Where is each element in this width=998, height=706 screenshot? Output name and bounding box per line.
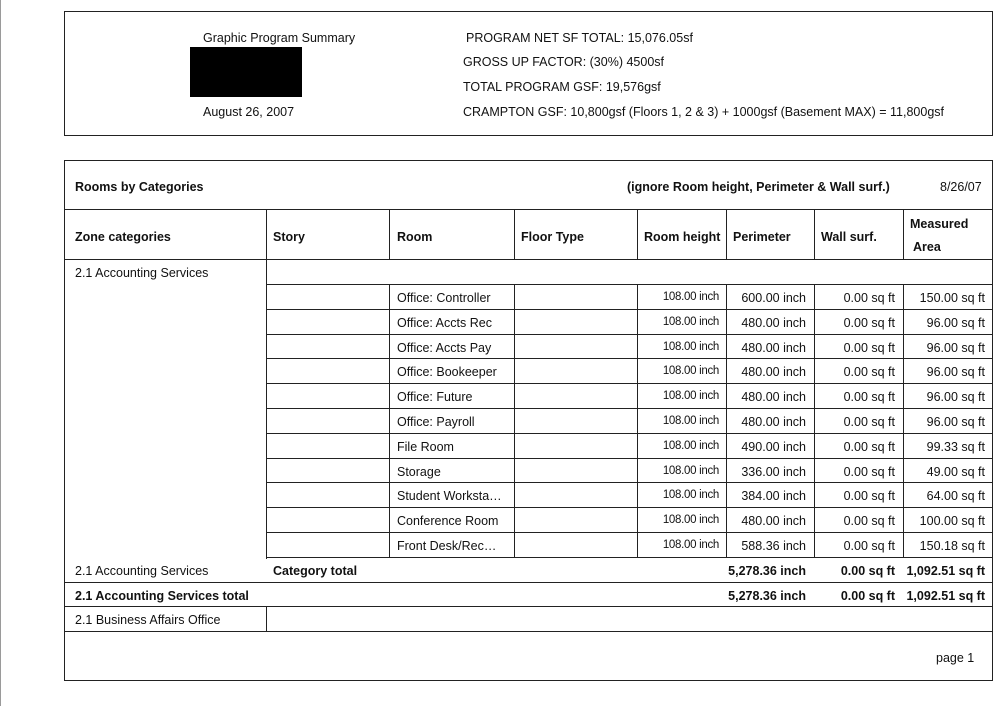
row-rule xyxy=(266,532,992,533)
room-name: Conference Room xyxy=(397,514,499,529)
area-value: 96.00 sq ft xyxy=(926,340,985,355)
row-col-divider xyxy=(637,408,638,433)
rooms-report xyxy=(64,160,993,681)
summary-title: Graphic Program Summary xyxy=(203,31,356,45)
area-value: 150.18 sq ft xyxy=(919,539,985,553)
row-col-divider xyxy=(903,358,904,383)
row-col-divider xyxy=(389,358,390,383)
col-area: Area xyxy=(913,240,941,254)
row-col-divider xyxy=(726,482,727,507)
room-height-value: 108.00 inch xyxy=(662,340,719,353)
col-zone-categories: Zone categories xyxy=(75,230,171,244)
col-room-height: Room height xyxy=(644,230,721,244)
page-number: page 1 xyxy=(936,651,975,665)
next-zone-label: 2.1 Business Affairs Office xyxy=(75,613,221,628)
wall-surf-value: 0.00 sq ft xyxy=(843,340,895,355)
row-col-divider xyxy=(726,383,727,408)
header-col-divider xyxy=(814,209,815,259)
row-col-divider xyxy=(903,408,904,433)
room-height-value: 108.00 inch xyxy=(662,415,719,427)
report-note: (ignore Room height, Perimeter & Wall surf.) xyxy=(627,180,890,194)
row-col-divider xyxy=(903,458,904,483)
report-date: 8/26/07 xyxy=(940,180,982,194)
row-col-divider xyxy=(814,433,815,458)
row-col-divider xyxy=(903,334,904,359)
perimeter-value: 480.00 inch xyxy=(741,315,806,330)
row-rule xyxy=(266,383,992,384)
category-total-perimeter: 5,278.36 inch xyxy=(728,563,806,578)
room-name: Front Desk/Rec… xyxy=(397,539,497,553)
row-col-divider xyxy=(726,458,727,483)
crampton-gsf: CRAMPTON GSF: 10,800gsf (Floors 1, 2 & 3) + 1000gsf (Basement MAX) = 11,800gsf xyxy=(463,105,944,119)
row-col-divider xyxy=(903,284,904,309)
col-wall-surf: Wall surf. xyxy=(821,230,877,244)
area-value: 64.00 sq ft xyxy=(926,489,985,504)
row-rule xyxy=(266,433,992,434)
room-name: File Room xyxy=(397,439,454,454)
wall-surf-value: 0.00 sq ft xyxy=(843,365,895,380)
row-col-divider xyxy=(389,458,390,483)
row-col-divider xyxy=(389,408,390,433)
wall-surf-value: 0.00 sq ft xyxy=(843,539,895,553)
row-col-divider xyxy=(389,284,390,309)
total-program-gsf: TOTAL PROGRAM GSF: 19,576gsf xyxy=(463,80,661,94)
zone-total-perimeter: 5,278.36 inch xyxy=(728,588,806,603)
area-value: 49.00 sq ft xyxy=(926,464,985,479)
area-value: 96.00 sq ft xyxy=(926,415,985,429)
perimeter-value: 490.00 inch xyxy=(741,439,806,454)
row-col-divider xyxy=(814,284,815,309)
row-rule xyxy=(266,358,992,359)
row-col-divider xyxy=(389,507,390,532)
row-col-divider xyxy=(903,532,904,557)
category-total-wall: 0.00 sq ft xyxy=(840,563,895,578)
header-col-divider xyxy=(266,209,267,259)
room-name: Office: Controller xyxy=(397,291,491,305)
header-col-divider xyxy=(903,209,904,259)
room-height-value: 108.00 inch xyxy=(662,489,719,502)
zone-total-label: 2.1 Accounting Services total xyxy=(75,588,249,603)
redacted-block xyxy=(190,47,302,97)
wall-surf-value: 0.00 sq ft xyxy=(843,415,895,429)
gross-up-factor: GROSS UP FACTOR: (30%) 4500sf xyxy=(463,55,664,69)
perimeter-value: 588.36 inch xyxy=(741,539,806,553)
area-value: 96.00 sq ft xyxy=(926,365,985,380)
col-room: Room xyxy=(397,230,433,244)
area-value: 99.33 sq ft xyxy=(926,439,985,454)
row-col-divider xyxy=(389,433,390,458)
col-perimeter: Perimeter xyxy=(733,230,791,244)
perimeter-value: 480.00 inch xyxy=(741,415,806,429)
col-floor-type: Floor Type xyxy=(521,230,584,244)
row-col-divider xyxy=(726,408,727,433)
wall-surf-value: 0.00 sq ft xyxy=(843,291,895,305)
row-col-divider xyxy=(637,383,638,408)
row-col-divider xyxy=(814,383,815,408)
next-zone-rule xyxy=(65,631,992,632)
room-height-value: 108.00 inch xyxy=(662,291,719,303)
area-value: 100.00 sq ft xyxy=(919,514,985,529)
row-col-divider xyxy=(726,309,727,334)
row-col-divider xyxy=(814,309,815,334)
category-total-area: 1,092.51 sq ft xyxy=(906,563,985,578)
row-col-divider xyxy=(814,358,815,383)
row-col-divider xyxy=(637,433,638,458)
wall-surf-value: 0.00 sq ft xyxy=(843,464,895,479)
room-height-value: 108.00 inch xyxy=(662,464,719,477)
row-rule xyxy=(266,557,992,558)
next-zone-divider xyxy=(266,606,267,631)
wall-surf-value: 0.00 sq ft xyxy=(843,439,895,454)
col-story: Story xyxy=(273,230,305,244)
row-rule xyxy=(266,408,992,409)
row-col-divider xyxy=(637,309,638,334)
zone-total-area: 1,092.51 sq ft xyxy=(906,588,985,603)
row-col-divider xyxy=(389,482,390,507)
perimeter-value: 480.00 inch xyxy=(741,390,806,405)
row-col-divider xyxy=(903,433,904,458)
room-name: Office: Future xyxy=(397,390,473,405)
area-value: 150.00 sq ft xyxy=(919,291,985,305)
wall-surf-value: 0.00 sq ft xyxy=(843,514,895,529)
row-col-divider xyxy=(726,284,727,309)
room-height-value: 108.00 inch xyxy=(662,439,719,452)
row-col-divider xyxy=(389,383,390,408)
wall-surf-value: 0.00 sq ft xyxy=(843,390,895,405)
perimeter-value: 600.00 inch xyxy=(741,291,806,305)
row-rule xyxy=(266,309,992,310)
header-rule-bottom xyxy=(65,259,992,260)
perimeter-value: 480.00 inch xyxy=(741,514,806,529)
room-height-value: 108.00 inch xyxy=(662,315,719,328)
room-name: Student Worksta… xyxy=(397,489,502,504)
header-rule-top xyxy=(65,209,992,210)
row-rule xyxy=(266,482,992,483)
row-col-divider xyxy=(637,507,638,532)
row-col-divider xyxy=(814,334,815,359)
room-height-value: 108.00 inch xyxy=(662,365,719,378)
row-col-divider xyxy=(726,358,727,383)
row-rule xyxy=(266,284,992,285)
wall-surf-value: 0.00 sq ft xyxy=(843,489,895,504)
row-rule xyxy=(266,507,992,508)
row-col-divider xyxy=(637,358,638,383)
row-col-divider xyxy=(389,309,390,334)
room-name: Office: Payroll xyxy=(397,415,475,429)
row-col-divider xyxy=(726,334,727,359)
perimeter-value: 336.00 inch xyxy=(741,464,806,479)
room-name: Storage xyxy=(397,464,441,479)
row-col-divider xyxy=(637,532,638,557)
row-col-divider xyxy=(903,383,904,408)
category-total-rule xyxy=(65,582,992,583)
page-edge xyxy=(0,0,1,706)
row-col-divider xyxy=(814,408,815,433)
row-col-divider xyxy=(814,532,815,557)
row-col-divider xyxy=(903,507,904,532)
room-height-value: 108.00 inch xyxy=(662,539,719,551)
row-col-divider xyxy=(637,334,638,359)
perimeter-value: 480.00 inch xyxy=(741,365,806,380)
row-col-divider xyxy=(726,532,727,557)
area-value: 96.00 sq ft xyxy=(926,390,985,405)
row-col-divider xyxy=(814,507,815,532)
category-total-label: Category total xyxy=(273,563,358,578)
row-col-divider xyxy=(637,482,638,507)
zone-total-wall: 0.00 sq ft xyxy=(840,588,895,603)
header-col-divider xyxy=(389,209,390,259)
zone-col-divider xyxy=(266,259,267,559)
row-col-divider xyxy=(637,458,638,483)
program-net-sf: PROGRAM NET SF TOTAL: 15,076.05sf xyxy=(466,31,693,45)
zone-total-rule xyxy=(65,606,992,607)
col-measured: Measured xyxy=(910,217,969,231)
zone-label: 2.1 Accounting Services xyxy=(75,266,209,280)
perimeter-value: 480.00 inch xyxy=(741,340,806,355)
row-col-divider xyxy=(726,507,727,532)
category-total-zone: 2.1 Accounting Services xyxy=(75,563,209,578)
summary-date: August 26, 2007 xyxy=(203,105,295,119)
header-col-divider xyxy=(514,209,515,259)
area-value: 96.00 sq ft xyxy=(926,315,985,330)
report-title: Rooms by Categories xyxy=(75,180,204,194)
row-col-divider xyxy=(903,482,904,507)
row-col-divider xyxy=(814,482,815,507)
row-col-divider xyxy=(726,433,727,458)
wall-surf-value: 0.00 sq ft xyxy=(843,315,895,330)
room-name: Office: Accts Rec xyxy=(397,315,492,330)
row-col-divider xyxy=(903,309,904,334)
room-height-value: 108.00 inch xyxy=(662,390,719,403)
row-rule xyxy=(266,458,992,459)
room-name: Office: Accts Pay xyxy=(397,340,492,355)
row-col-divider xyxy=(814,458,815,483)
row-col-divider xyxy=(637,284,638,309)
row-rule xyxy=(266,334,992,335)
room-name: Office: Bookeeper xyxy=(397,365,497,380)
row-col-divider xyxy=(389,334,390,359)
row-col-divider xyxy=(389,532,390,557)
summary-header xyxy=(64,11,993,136)
header-col-divider xyxy=(637,209,638,259)
room-height-value: 108.00 inch xyxy=(662,514,719,527)
perimeter-value: 384.00 inch xyxy=(741,489,806,504)
